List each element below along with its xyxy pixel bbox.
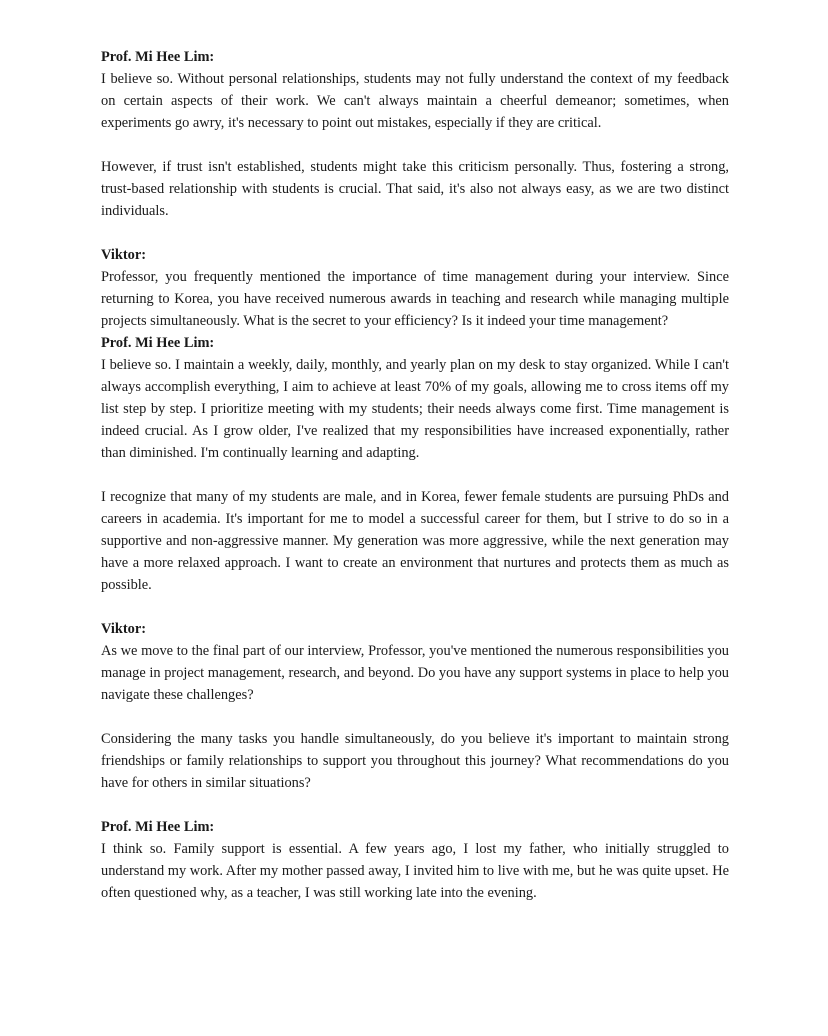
question-paragraph: As we move to the final part of our interview, Professor, you've mentioned the numerous responsibilities you manage in project management, research, and beyond. Do you have any support systems in place to help you navigate these challenges? [101, 643, 729, 703]
speaker-name: Viktor: [101, 247, 147, 263]
answer-paragraph: However, if trust isn't established, students might take this criticism personally. Thus, fostering a strong, trust-based relationship with students is crucial. That said, it's also not always easy, as we are two distinct individuals. [101, 159, 729, 219]
answer-paragraph: I recognize that many of my students are male, and in Korea, fewer female students are pursuing PhDs and careers in academia. It's important for me to model a successful career for them, but I strive to do so in a supportive and non-aggressive manner. My generation was more aggressive, while the next generation may have a more relaxed approach. I want to create an environment that nurtures and protects them as much as possible. [101, 489, 729, 593]
answer-paragraph: I believe so. Without personal relationships, students may not fully understand the context of my feedback on certain aspects of their work. We can't always maintain a cheerful demeanor; sometimes, when experiments go awry, it's necessary to point out mistakes, especially if they are critical. [101, 71, 729, 131]
speaker-name: Prof. Mi Hee Lim: [101, 335, 215, 351]
speaker-name: Prof. Mi Hee Lim: [101, 49, 215, 65]
question-paragraph: Considering the many tasks you handle simultaneously, do you believe it's important to maintain strong friendships or family relationships to support you throughout this journey? What recommendations do you have for others in similar situations? [101, 731, 729, 791]
speaker-name: Viktor: [101, 621, 147, 637]
answer-paragraph: I believe so. I maintain a weekly, daily, monthly, and yearly plan on my desk to stay organized. While I can't always accomplish everything, I aim to achieve at least 70% of my goals, allowing me to cross items off my list step by step. I prioritize meeting with my students; their needs always come first. Time management is indeed crucial. As I grow older, I've realized that my responsibilities have increased exponentially, rather than diminished. I'm continually learning and adapting. [101, 357, 729, 461]
answer-paragraph: I think so. Family support is essential. A few years ago, I lost my father, who initially struggled to understand my work. After my mother passed away, I invited him to live with me, but he was quite upset. He often questioned why, as a teacher, I was still working late into the evening. [101, 841, 729, 901]
question-paragraph: Professor, you frequently mentioned the importance of time management during your interview. Since returning to Korea, you have received numerous awards in teaching and research while managing multiple projects simultaneously. What is the secret to your efficiency? Is it indeed your time management? [101, 269, 729, 329]
interview-transcript [101, 46, 729, 904]
speaker-name: Prof. Mi Hee Lim: [101, 819, 215, 835]
